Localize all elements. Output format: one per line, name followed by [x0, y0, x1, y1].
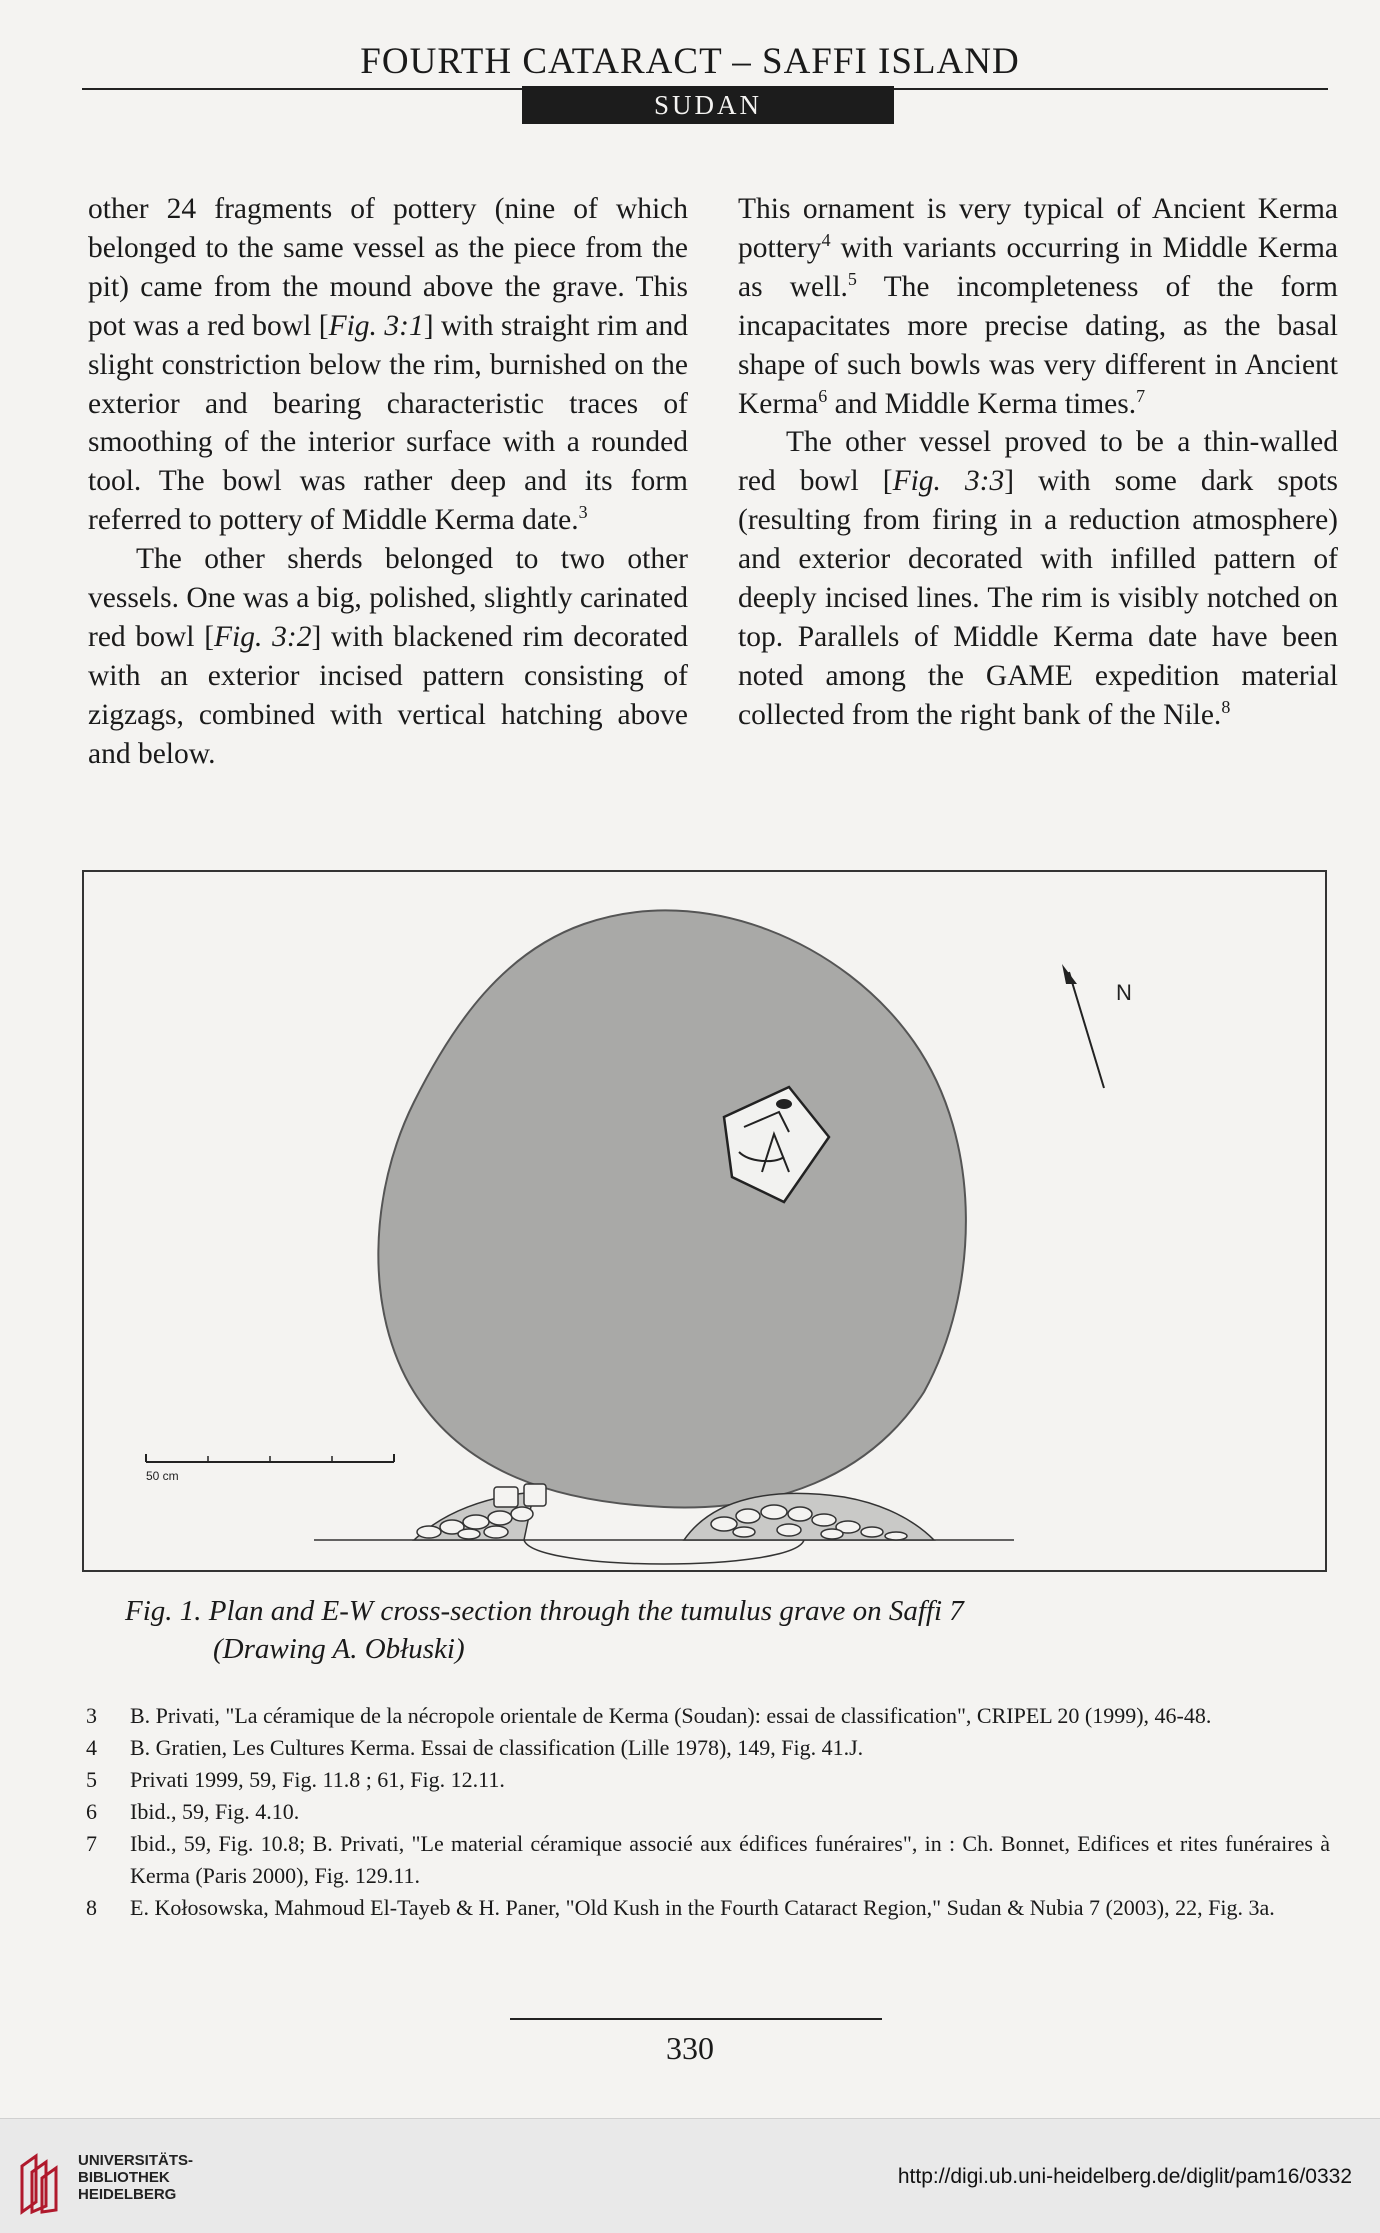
page-number-rule: [510, 2018, 882, 2020]
tumulus-outline: [378, 910, 966, 1507]
library-name: UNIVERSITÄTS- BIBLIOTHEK HEIDELBERG: [78, 2152, 194, 2203]
figure-reference: Fig. 3:1: [328, 309, 424, 342]
footnote-marker: 6: [818, 385, 828, 406]
paragraph: The other vessel proved to be a thin-walled red bowl [Fig. 3:3] with some dark spots (resulting from firing in a reduction atmosphere) and exterior decorated with infilled pattern of deeply incised lines. The rim is visibly notched on top. Parallels of Middle Kerma date have been noted among the GAME expedition material collected from the right bank of the Nile.$^8$: [738, 426, 1338, 731]
footnote: 6 Ibid., 59, Fig. 4.10.: [86, 1799, 300, 1824]
figure-frame: [82, 870, 1327, 1572]
footnote: 4 B. Gratien, Les Cultures Kerma. Essai de classification (Lille 1978), 149, Fig. 41.J.: [86, 1735, 864, 1760]
footnote-marker: 5: [847, 268, 857, 289]
page-url-link[interactable]: http://digi.ub.uni-heidelberg.de/diglit/pam16/0332: [897, 2165, 1352, 2188]
figure-caption: [125, 1592, 1325, 1668]
footnote: 5 Privati 1999, 59, Fig. 11.8 ; 61, Fig. 12.11.: [86, 1767, 505, 1792]
figure-reference: Fig. 3:2: [214, 620, 312, 653]
paragraph: other 24 fragments of pottery (nine of which belonged to the same vessel as the piece from the pit) came from the mound above the grave. This pot was a red bowl [Fig. 3:1] with straight rim and slight constriction below the rim, burnished on the exterior and bearing characteristic traces of smoothing of the interior surface with a rounded tool. The bowl was rather deep and its form referred to pottery of Middle Kerma date.$^3$: [88, 193, 688, 537]
right-text-column: [738, 190, 1338, 735]
footnote-marker: 4: [821, 230, 831, 251]
tumulus-plan-drawing: [84, 872, 1325, 1570]
footnote: 3 B. Privati, "La céramique de la nécropole orientale de Kerma (Soudan): essai de classification", CRIPEL 20 (1999), 46-48.: [86, 1703, 1212, 1728]
left-text-column: [88, 190, 688, 774]
header-section-band: SUDAN: [522, 86, 894, 124]
footnote: 8 E. Kołosowska, Mahmoud El-Tayeb & H. Paner, "Old Kush in the Fourth Cataract Region," Sudan & Nubia 7 (2003), 22, Fig. 3a.: [86, 1895, 1275, 1920]
caption-line: Fig. 1. Plan and E-W cross-section through the tumulus grave on Saffi 7: [125, 1595, 964, 1627]
caption-credit: (Drawing A. Obłuski): [213, 1633, 465, 1665]
footnote-marker: 7: [1136, 385, 1146, 406]
figure-reference: Fig. 3:3: [892, 465, 1005, 498]
footnote: 7 Ibid., 59, Fig. 10.8; B. Privati, "Le material céramique associé aux édifices funéraires", in : Ch. Bonnet, Edifices et rites funéraires à Kerma (Paris 2000), Fig. 129.11.: [86, 1831, 1330, 1888]
paragraph: This ornament is very typical of Ancient Kerma pottery$^4$ with variants occurring in Middle Kerma as well.$^5$ The incompleteness of the form incapacitates more precise dating, as the basal shape of such bowls was very different in Ancient Kerma$^6$ and Middle Kerma times.$^7$: [738, 193, 1338, 420]
page-number: 330: [666, 2030, 714, 2066]
footnote-marker: 8: [1221, 696, 1231, 717]
running-header-title: FOURTH CATARACT – SAFFI ISLAND: [360, 41, 1020, 82]
scale-label: 50 cm: [146, 1469, 179, 1483]
north-arrow: [1069, 972, 1104, 1088]
library-logo-icon: [16, 2152, 66, 2216]
footnotes: [86, 1700, 1330, 1924]
footnote-marker: 3: [578, 502, 588, 523]
paragraph: The other sherds belonged to two other vessels. One was a big, polished, slightly carinated red bowl [Fig. 3:2] with blackened rim decorated with an exterior incised pattern consisting of zigzags, combined with vertical hatching above and below.: [88, 543, 688, 770]
north-label: N: [1116, 980, 1132, 1005]
